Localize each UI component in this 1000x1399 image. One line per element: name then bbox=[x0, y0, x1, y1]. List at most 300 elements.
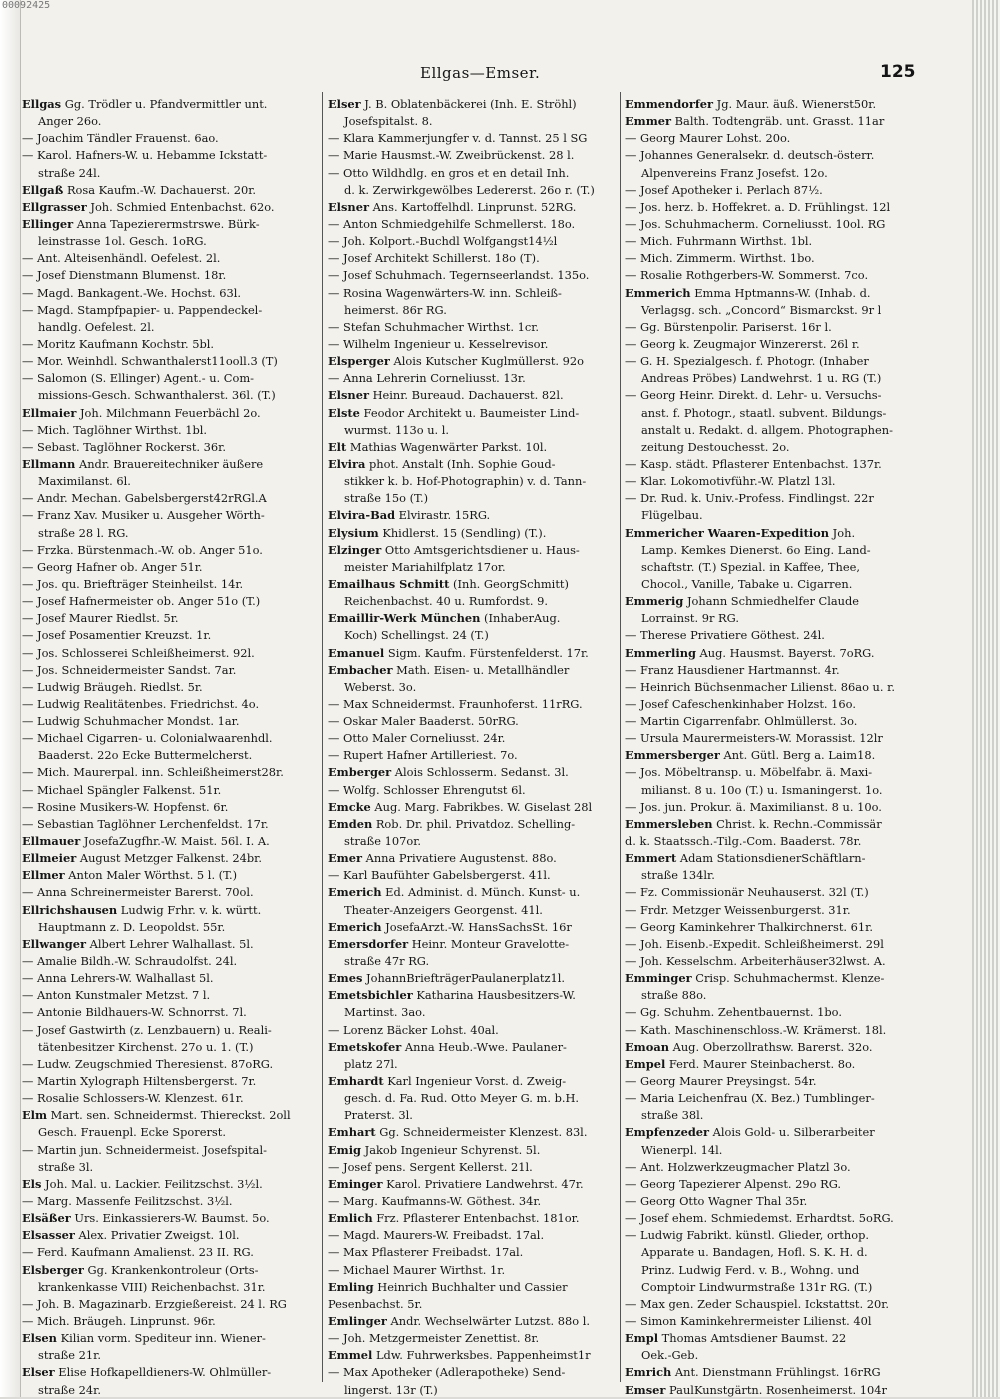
entry-surname: Elser bbox=[22, 1365, 55, 1380]
entry-text: Anger 26o. bbox=[38, 114, 102, 129]
entry-details: Otto Amtsgerichtsdiener u. Haus- bbox=[381, 542, 580, 557]
directory-line bbox=[328, 456, 616, 473]
entry-text: — Joh. Kesselschm. Arbeiterhäuser32lwst. A. bbox=[625, 954, 886, 969]
entry-text: — Mich. Fuhrmann Wirthst. 1bl. bbox=[625, 234, 813, 249]
directory-line bbox=[22, 542, 317, 559]
entry-surname: Ellmer bbox=[22, 868, 65, 883]
entry-text: straße 15o (T.) bbox=[344, 491, 429, 506]
directory-line bbox=[328, 165, 616, 182]
entry-text: — Salomon (S. Ellinger) Agent.- u. Com- bbox=[22, 371, 254, 386]
entry-details: Joh. bbox=[829, 525, 856, 540]
directory-line bbox=[22, 662, 317, 679]
directory-line bbox=[328, 645, 616, 662]
entry-text: — Joh. B. Magazinarb. Erzgießereist. 24 l. RG bbox=[22, 1296, 287, 1311]
directory-line bbox=[625, 747, 967, 764]
directory-line bbox=[22, 1124, 317, 1141]
directory-line bbox=[22, 165, 317, 182]
directory-line bbox=[625, 1193, 967, 1210]
entry-details: Thomas Amtsdiener Baumst. 22 bbox=[658, 1331, 847, 1346]
directory-line bbox=[328, 662, 616, 679]
entry-details: Andr. Wechselwärter Lutzst. 88o l. bbox=[386, 1313, 591, 1328]
column-2 bbox=[328, 96, 616, 1397]
directory-line bbox=[328, 1279, 616, 1296]
entry-details: Khidlerst. 15 (Sendling) (T.). bbox=[378, 525, 547, 540]
entry-text: — Georg Tapezierer Alpenst. 29o RG. bbox=[625, 1176, 842, 1191]
entry-details: Ans. Kartoffelhdl. Linprunst. 52RG. bbox=[368, 199, 577, 214]
entry-text: d. k. Zerwirkgewölbes Ledererst. 26o r. (T.) bbox=[344, 182, 595, 197]
entry-text: — Jos. Schuhmacherm. Corneliusst. 10ol. RG bbox=[625, 216, 886, 231]
directory-line bbox=[625, 473, 967, 490]
directory-line bbox=[22, 867, 317, 884]
entry-text: — Ludwig Schuhmacher Mondst. 1ar. bbox=[22, 714, 240, 729]
entry-text: straße 24r. bbox=[38, 1382, 101, 1397]
entry-details: Gg. Schneidermeister Klenzest. 83l. bbox=[375, 1125, 588, 1140]
directory-line bbox=[22, 96, 317, 113]
entry-details: Frz. Pflasterer Entenbachst. 181or. bbox=[372, 1211, 580, 1226]
directory-line bbox=[625, 130, 967, 147]
directory-line bbox=[328, 1039, 616, 1056]
entry-text: straße 24l. bbox=[38, 165, 101, 180]
entry-details: Heinr. Monteur Gravelotte- bbox=[408, 936, 570, 951]
directory-line bbox=[625, 96, 967, 113]
entry-text: — Fz. Commissionär Neuhauserst. 32l (T.) bbox=[625, 885, 869, 900]
entry-text: — Max Schneidermst. Fraunhoferst. 11rRG. bbox=[328, 696, 583, 711]
directory-line bbox=[625, 302, 967, 319]
entry-text: — Mor. Weinhdl. Schwanthalerst11ooll.3 (T) bbox=[22, 354, 278, 369]
directory-line bbox=[328, 439, 616, 456]
entry-details: Heinrich Buchhalter und Cassier bbox=[373, 1279, 568, 1294]
directory-line bbox=[22, 370, 317, 387]
column-1 bbox=[22, 96, 317, 1397]
entry-details: PaulKunstgärtn. Rosenheimerst. 104r bbox=[665, 1382, 887, 1397]
directory-line bbox=[625, 1382, 967, 1399]
entry-details: Jg. Maur. äuß. Wienerst50r. bbox=[713, 97, 877, 111]
entry-surname: Elsner bbox=[328, 199, 369, 214]
entry-text: Praterst. 3l. bbox=[344, 1108, 413, 1123]
directory-line bbox=[625, 867, 967, 884]
directory-line bbox=[625, 627, 967, 644]
directory-line bbox=[328, 1227, 616, 1244]
entry-details: Joh. Milchmann Feuerbächl 2o. bbox=[76, 405, 261, 420]
entry-text: — Ant. Holzwerkzeugmacher Platzl 3o. bbox=[625, 1159, 851, 1174]
directory-line bbox=[328, 1073, 616, 1090]
directory-line bbox=[328, 833, 616, 850]
directory-line bbox=[22, 439, 317, 456]
directory-line bbox=[328, 1382, 616, 1399]
entry-text: — Martin Cigarrenfabr. Ohlmüllerst. 3o. bbox=[625, 714, 858, 729]
entry-details: Albert Lehrer Walhallast. 5l. bbox=[86, 936, 254, 951]
entry-text: — Marie Hausmst.-W. Zweibrückenst. 28 l. bbox=[328, 148, 575, 163]
entry-details: Alois Schlosserm. Sedanst. 3l. bbox=[391, 765, 569, 780]
entry-surname: Elsner bbox=[328, 388, 369, 403]
page-header bbox=[20, 62, 970, 86]
directory-line bbox=[22, 1347, 317, 1364]
entry-text: — Josef Gastwirth (z. Lenzbauern) u. Reali- bbox=[22, 1022, 272, 1037]
directory-line bbox=[22, 953, 317, 970]
entry-details: Alex. Privatier Zweigst. 10l. bbox=[74, 1228, 240, 1243]
directory-line bbox=[625, 147, 967, 164]
entry-text: — Jos. herz. b. Hoffekret. a. D. Frühlingst. 12l bbox=[625, 199, 891, 214]
entry-text: — Max Pflasterer Freibadst. 17al. bbox=[328, 1245, 524, 1260]
directory-line bbox=[625, 662, 967, 679]
directory-line bbox=[22, 1073, 317, 1090]
directory-line bbox=[22, 216, 317, 233]
directory-line bbox=[22, 456, 317, 473]
directory-line bbox=[328, 490, 616, 507]
entry-surname: Emmerig bbox=[625, 594, 684, 609]
entry-details: Emma Hptmanns-W. (Inhab. d. bbox=[690, 285, 871, 300]
directory-line bbox=[22, 696, 317, 713]
entry-text: Hauptmann z. D. Leopoldst. 55r. bbox=[38, 919, 226, 934]
entry-text: Lorrainst. 9r RG. bbox=[641, 611, 739, 626]
entry-text: straße 3l. bbox=[38, 1159, 94, 1174]
entry-surname: Emer bbox=[328, 851, 362, 866]
directory-line bbox=[328, 799, 616, 816]
directory-line bbox=[328, 147, 616, 164]
directory-line bbox=[22, 1244, 317, 1261]
entry-text: — Mich. Bräugeh. Linprunst. 96r. bbox=[22, 1313, 216, 1328]
entry-text: — Ludwig Realitätenbes. Friedrichst. 4o. bbox=[22, 696, 260, 711]
directory-line bbox=[22, 1279, 317, 1296]
directory-line bbox=[328, 1124, 616, 1141]
entry-text: — Ludw. Zeugschmied Theresienst. 87oRG. bbox=[22, 1056, 274, 1071]
entry-details: Urs. Einkassierers-W. Baumst. 5o. bbox=[70, 1211, 270, 1226]
directory-line bbox=[625, 267, 967, 284]
directory-line bbox=[22, 679, 317, 696]
directory-line bbox=[328, 764, 616, 781]
entry-text: Josefspitalst. 8. bbox=[344, 114, 433, 129]
entry-details: Crisp. Schuhmachermst. Klenze- bbox=[691, 971, 885, 986]
entry-text: — Lorenz Bäcker Lohst. 40al. bbox=[328, 1022, 499, 1037]
entry-text: — Georg Hafner ob. Anger 51r. bbox=[22, 559, 203, 574]
entry-text: — Moritz Kaufmann Kochstr. 5bl. bbox=[22, 336, 214, 351]
directory-line bbox=[625, 850, 967, 867]
entry-text: — Rosalie Schlossers-W. Klenzest. 61r. bbox=[22, 1091, 244, 1106]
entry-text: — Georg k. Zeugmajor Winzererst. 26l r. bbox=[625, 336, 860, 351]
entry-text: — Magd. Stampfpapier- u. Pappendeckel- bbox=[22, 302, 263, 317]
facing-page-strip bbox=[0, 0, 21, 1397]
directory-line bbox=[22, 1176, 317, 1193]
column-rule bbox=[322, 92, 323, 1382]
entry-surname: Els bbox=[22, 1176, 42, 1191]
entry-text: — Simon Kaminkehrermeister Lilienst. 40l bbox=[625, 1313, 872, 1328]
directory-line bbox=[328, 1296, 616, 1313]
entry-details: Johann Schmiedhelfer Claude bbox=[683, 594, 860, 609]
entry-text: — Otto Wildhdlg. en gros et en detail Inh. bbox=[328, 165, 570, 180]
directory-line bbox=[22, 1296, 317, 1313]
entry-text: — Anna Schreinermeister Barerst. 70ol. bbox=[22, 885, 254, 900]
entry-text: — Maria Leichenfrau (X. Bez.) Tumblinger- bbox=[625, 1091, 875, 1106]
directory-line bbox=[625, 1279, 967, 1296]
directory-line bbox=[22, 1210, 317, 1227]
entry-details: Karl Ingenieur Vorst. d. Zweig- bbox=[383, 1074, 567, 1089]
directory-line bbox=[625, 1107, 967, 1124]
directory-line bbox=[22, 713, 317, 730]
directory-line bbox=[625, 987, 967, 1004]
directory-line bbox=[625, 1142, 967, 1159]
entry-text: Reichenbachst. 40 u. Rumfordst. 9. bbox=[344, 594, 548, 609]
entry-surname: Emser bbox=[625, 1382, 666, 1397]
directory-line bbox=[22, 473, 317, 490]
entry-details: Mathias Wagenwärter Parkst. 10l. bbox=[346, 439, 548, 454]
entry-text: — Franz Xav. Musiker u. Ausgeher Wörth- bbox=[22, 508, 265, 523]
entry-text: — G. H. Spezialgesch. f. Photogr. (Inhaber bbox=[625, 354, 869, 369]
directory-line bbox=[625, 1124, 967, 1141]
directory-line bbox=[22, 336, 317, 353]
directory-line bbox=[625, 370, 967, 387]
entry-text: Gesch. Frauenpl. Ecke Sporerst. bbox=[38, 1125, 226, 1140]
directory-line bbox=[22, 113, 317, 130]
entry-surname: Empfenzeder bbox=[625, 1125, 710, 1140]
directory-line bbox=[22, 1313, 317, 1330]
entry-text: — Frdr. Metzger Weissenburgerst. 31r. bbox=[625, 902, 851, 917]
entry-text: — Josef Cafeschenkinhaber Holzst. 16o. bbox=[625, 696, 856, 711]
directory-line bbox=[625, 456, 967, 473]
directory-line bbox=[328, 113, 616, 130]
directory-line bbox=[625, 679, 967, 696]
directory-line bbox=[328, 576, 616, 593]
entry-text: — Georg Kaminkehrer Thalkirchnerst. 61r. bbox=[625, 919, 873, 934]
entry-text: Chocol., Vanille, Tabake u. Cigarren. bbox=[641, 576, 853, 591]
entry-details: Joh. Mal. u. Lackier. Feilitzschst. 3½l. bbox=[41, 1176, 263, 1191]
entry-text: — Magd. Bankagent.-We. Hochst. 63l. bbox=[22, 285, 241, 300]
entry-text: straße 47r RG. bbox=[344, 954, 430, 969]
directory-line bbox=[625, 610, 967, 627]
entry-details: Balth. Todtengräb. unt. Grasst. 11ar bbox=[671, 114, 885, 129]
entry-text: straße 21r. bbox=[38, 1348, 101, 1363]
directory-line bbox=[625, 1296, 967, 1313]
directory-line bbox=[328, 559, 616, 576]
directory-line bbox=[625, 1262, 967, 1279]
entry-text: — Ferd. Kaufmann Amalienst. 23 II. RG. bbox=[22, 1245, 254, 1260]
entry-surname: Emmerich bbox=[625, 285, 691, 300]
entry-text: — Ludwig Fabrikt. künstl. Glieder, orthop. bbox=[625, 1228, 869, 1243]
directory-line bbox=[328, 542, 616, 559]
directory-line bbox=[328, 696, 616, 713]
directory-line bbox=[625, 593, 967, 610]
column-rule bbox=[620, 92, 621, 1382]
directory-line bbox=[625, 387, 967, 404]
entry-text: — Josef Schuhmach. Tegernseerlandst. 135o. bbox=[328, 268, 590, 283]
entry-surname: Ellwanger bbox=[22, 936, 87, 951]
entry-text: straße 28 l. RG. bbox=[38, 525, 129, 540]
entry-text: — Antonie Bildhauers-W. Schnorrst. 7l. bbox=[22, 1005, 247, 1020]
directory-line bbox=[625, 182, 967, 199]
entry-text: Comptoir Lindwurmstraße 131r RG. (T.) bbox=[641, 1279, 873, 1294]
directory-line bbox=[328, 1004, 616, 1021]
entry-text: — Marg. Massenfe Feilitzschst. 3½l. bbox=[22, 1194, 233, 1208]
directory-line bbox=[22, 490, 317, 507]
directory-line bbox=[625, 696, 967, 713]
directory-line bbox=[22, 250, 317, 267]
directory-line bbox=[328, 884, 616, 901]
directory-line bbox=[328, 336, 616, 353]
directory-line bbox=[328, 593, 616, 610]
directory-line bbox=[328, 1056, 616, 1073]
directory-line bbox=[22, 1227, 317, 1244]
entry-text: — Josef Posamentier Kreuzst. 1r. bbox=[22, 628, 212, 643]
entry-text: — Josef Maurer Riedlst. 5r. bbox=[22, 611, 179, 626]
entry-surname: Ellrichshausen bbox=[22, 902, 118, 917]
entry-details: JosefaZugfhr.-W. Maist. 56l. I. A. bbox=[80, 834, 270, 849]
directory-line bbox=[22, 1107, 317, 1124]
entry-text: milianst. 8 u. 10o (T.) u. Ismaningerst. 1o. bbox=[641, 782, 883, 797]
entry-details: Rob. Dr. phil. Privatdoz. Schelling- bbox=[372, 816, 576, 831]
entry-surname: Emoan bbox=[625, 1039, 669, 1054]
entry-surname: Ellgas bbox=[22, 97, 62, 111]
entry-text: — Max gen. Zeder Schauspiel. Ickstattst. 20r. bbox=[625, 1296, 890, 1311]
entry-text: — Martin jun. Schneidermeist. Josefspital- bbox=[22, 1142, 267, 1157]
entry-surname: Emminger bbox=[625, 971, 692, 986]
directory-line bbox=[22, 405, 317, 422]
entry-text: — Klara Kammerjungfer v. d. Tannst. 25 l SG bbox=[328, 131, 588, 146]
archive-stamp: 00092425 bbox=[2, 0, 51, 11]
directory-line bbox=[22, 816, 317, 833]
entry-details: (InhaberAug. bbox=[480, 611, 561, 626]
entry-surname: Elste bbox=[328, 405, 360, 420]
entry-text: — Otto Maler Corneliusst. 24r. bbox=[328, 731, 506, 746]
entry-text: — Michael Cigarren- u. Colonialwaarenhdl. bbox=[22, 731, 273, 746]
directory-line bbox=[328, 1262, 616, 1279]
directory-line bbox=[22, 627, 317, 644]
entry-text: — Anton Schmiedgehilfe Schmellerst. 18o. bbox=[328, 216, 576, 231]
entry-surname: Emrich bbox=[625, 1365, 672, 1380]
entry-text: — Ursula Maurermeisters-W. Morassist. 12lr bbox=[625, 731, 883, 746]
entry-text: — Wolfg. Schlosser Ehrengutst 6l. bbox=[328, 782, 526, 797]
directory-line bbox=[22, 593, 317, 610]
entry-surname: Emlinger bbox=[328, 1313, 387, 1328]
directory-line bbox=[625, 1244, 967, 1261]
entry-text: — Jos. qu. Briefträger Steinheilst. 14r. bbox=[22, 576, 244, 591]
directory-line bbox=[22, 1193, 317, 1210]
entry-surname: Ellgaß bbox=[22, 182, 64, 197]
directory-line bbox=[328, 1142, 616, 1159]
directory-line bbox=[625, 507, 967, 524]
directory-line bbox=[625, 165, 967, 182]
entry-details: Alois Kutscher Kuglmüllerst. 92o bbox=[389, 354, 585, 369]
entry-text: straße 38l. bbox=[641, 1108, 704, 1123]
entry-details: Kilian vorm. Spediteur inn. Wiener- bbox=[56, 1331, 266, 1346]
entry-surname: Emmerling bbox=[625, 645, 696, 660]
entry-details: Heinr. Bureaud. Dachauerst. 82l. bbox=[368, 388, 564, 403]
entry-surname: Ellmauer bbox=[22, 834, 81, 849]
directory-line bbox=[328, 182, 616, 199]
entry-text: — Oskar Maler Baaderst. 50rRG. bbox=[328, 714, 519, 729]
directory-line bbox=[22, 902, 317, 919]
entry-text: — Anna Lehrerin Corneliusst. 13r. bbox=[328, 371, 526, 386]
directory-line bbox=[328, 370, 616, 387]
entry-text: meister Mariahilfplatz 17or. bbox=[344, 559, 506, 574]
directory-line bbox=[625, 285, 967, 302]
entry-details: Gg. Trödler u. Pfandvermittler unt. bbox=[61, 97, 268, 111]
entry-surname: Elt bbox=[328, 439, 347, 454]
directory-line bbox=[625, 919, 967, 936]
directory-line bbox=[625, 1056, 967, 1073]
directory-line bbox=[328, 1193, 616, 1210]
directory-line bbox=[22, 1039, 317, 1056]
directory-line bbox=[625, 1210, 967, 1227]
entry-text: — Josef Dienstmann Blumenst. 18r. bbox=[22, 268, 227, 283]
entry-text: — Jos. jun. Prokur. ä. Maximilianst. 8 u. 10o. bbox=[625, 799, 882, 814]
entry-surname: Elzinger bbox=[328, 542, 382, 557]
entry-surname: Emig bbox=[328, 1142, 362, 1157]
entry-surname: Ellmann bbox=[22, 456, 76, 471]
entry-text: — Magd. Maurers-W. Freibadst. 17al. bbox=[328, 1228, 545, 1243]
entry-text: straße 107or. bbox=[344, 834, 422, 849]
entry-surname: Eminger bbox=[328, 1176, 383, 1191]
directory-line bbox=[625, 525, 967, 542]
directory-line bbox=[328, 1244, 616, 1261]
entry-details: Adam StationsdienerSchäftlarn- bbox=[676, 851, 866, 866]
directory-line bbox=[625, 1313, 967, 1330]
entry-text: anstalt u. Redakt. d. allgem. Photographen- bbox=[641, 422, 893, 437]
entry-text: — Georg Heinr. Direkt. d. Lehr- u. Versuchs- bbox=[625, 388, 882, 403]
directory-line bbox=[328, 1176, 616, 1193]
directory-line bbox=[625, 319, 967, 336]
directory-line bbox=[22, 507, 317, 524]
entry-details: Anton Maler Wörthst. 5 l. (T.) bbox=[64, 868, 238, 883]
entry-surname: Emcke bbox=[328, 799, 371, 814]
entry-details: Math. Eisen- u. Metallhändler bbox=[392, 662, 570, 677]
entry-details: JosefaArzt.-W. HansSachsSt. 16r bbox=[381, 919, 572, 934]
directory-line bbox=[328, 1364, 616, 1381]
entry-text: Apparate u. Bandagen, Hofl. S. K. H. d. bbox=[641, 1245, 868, 1260]
entry-surname: Empel bbox=[625, 1056, 666, 1071]
directory-line bbox=[22, 302, 317, 319]
entry-details: Elvirastr. 15RG. bbox=[395, 508, 491, 523]
entry-surname: Emden bbox=[328, 816, 373, 831]
entry-surname: Emes bbox=[328, 971, 363, 986]
entry-text: platz 27l. bbox=[344, 1056, 398, 1071]
directory-line bbox=[625, 1227, 967, 1244]
entry-surname: Emmer bbox=[625, 114, 672, 129]
directory-line bbox=[328, 130, 616, 147]
entry-text: — Michael Maurer Wirthst. 1r. bbox=[328, 1262, 506, 1277]
entry-text: Prinz. Ludwig Ferd. v. B., Wohng. und bbox=[641, 1262, 860, 1277]
entry-surname: Emmel bbox=[328, 1348, 373, 1363]
entry-surname: Emailhaus Schmitt bbox=[328, 576, 450, 591]
directory-line bbox=[328, 850, 616, 867]
entry-text: Alpenvereins Franz Josefst. 12o. bbox=[641, 165, 828, 180]
directory-line bbox=[328, 1107, 616, 1124]
directory-line bbox=[22, 1022, 317, 1039]
page-number: 125 bbox=[880, 62, 916, 82]
directory-line bbox=[625, 1176, 967, 1193]
entry-text: — Joh. Eisenb.-Expedit. Schleißheimerst. 29l bbox=[625, 936, 884, 951]
entry-text: — Dr. Rud. k. Univ.-Profess. Findlingst. 22r bbox=[625, 491, 874, 506]
directory-line bbox=[22, 1382, 317, 1399]
entry-text: Oek.-Geb. bbox=[641, 1348, 699, 1363]
directory-line bbox=[625, 250, 967, 267]
entry-details: Ant. Dienstmann Frühlingst. 16rRG bbox=[671, 1365, 881, 1380]
entry-text: — Amalie Bildh.-W. Schraudolfst. 24l. bbox=[22, 954, 238, 969]
directory-line bbox=[328, 782, 616, 799]
entry-text: — Mich. Taglöhner Wirthst. 1bl. bbox=[22, 422, 208, 437]
entry-text: stikker k. b. Hof-Photographin) v. d. Tann- bbox=[344, 474, 587, 489]
entry-text: — Rosalie Rothgerbers-W. Sommerst. 7co. bbox=[625, 268, 869, 283]
directory-line bbox=[625, 1039, 967, 1056]
entry-text: — Andr. Mechan. Gabelsbergerst42rRGl.A bbox=[22, 491, 267, 506]
column-3 bbox=[625, 96, 967, 1397]
entry-details: phot. Anstalt (Inh. Sophie Goud- bbox=[365, 456, 556, 471]
entry-surname: Elsäßer bbox=[22, 1211, 71, 1226]
entry-text: — Josef Apotheker i. Perlach 87½. bbox=[625, 182, 823, 197]
entry-surname: Emetsbichler bbox=[328, 988, 413, 1003]
directory-line bbox=[328, 1090, 616, 1107]
entry-surname: Elm bbox=[22, 1108, 48, 1123]
entry-text: — Sebastian Taglöhner Lerchenfeldst. 17r. bbox=[22, 816, 269, 831]
entry-details: Anna Heub.-Wwe. Paulaner- bbox=[401, 1039, 567, 1054]
